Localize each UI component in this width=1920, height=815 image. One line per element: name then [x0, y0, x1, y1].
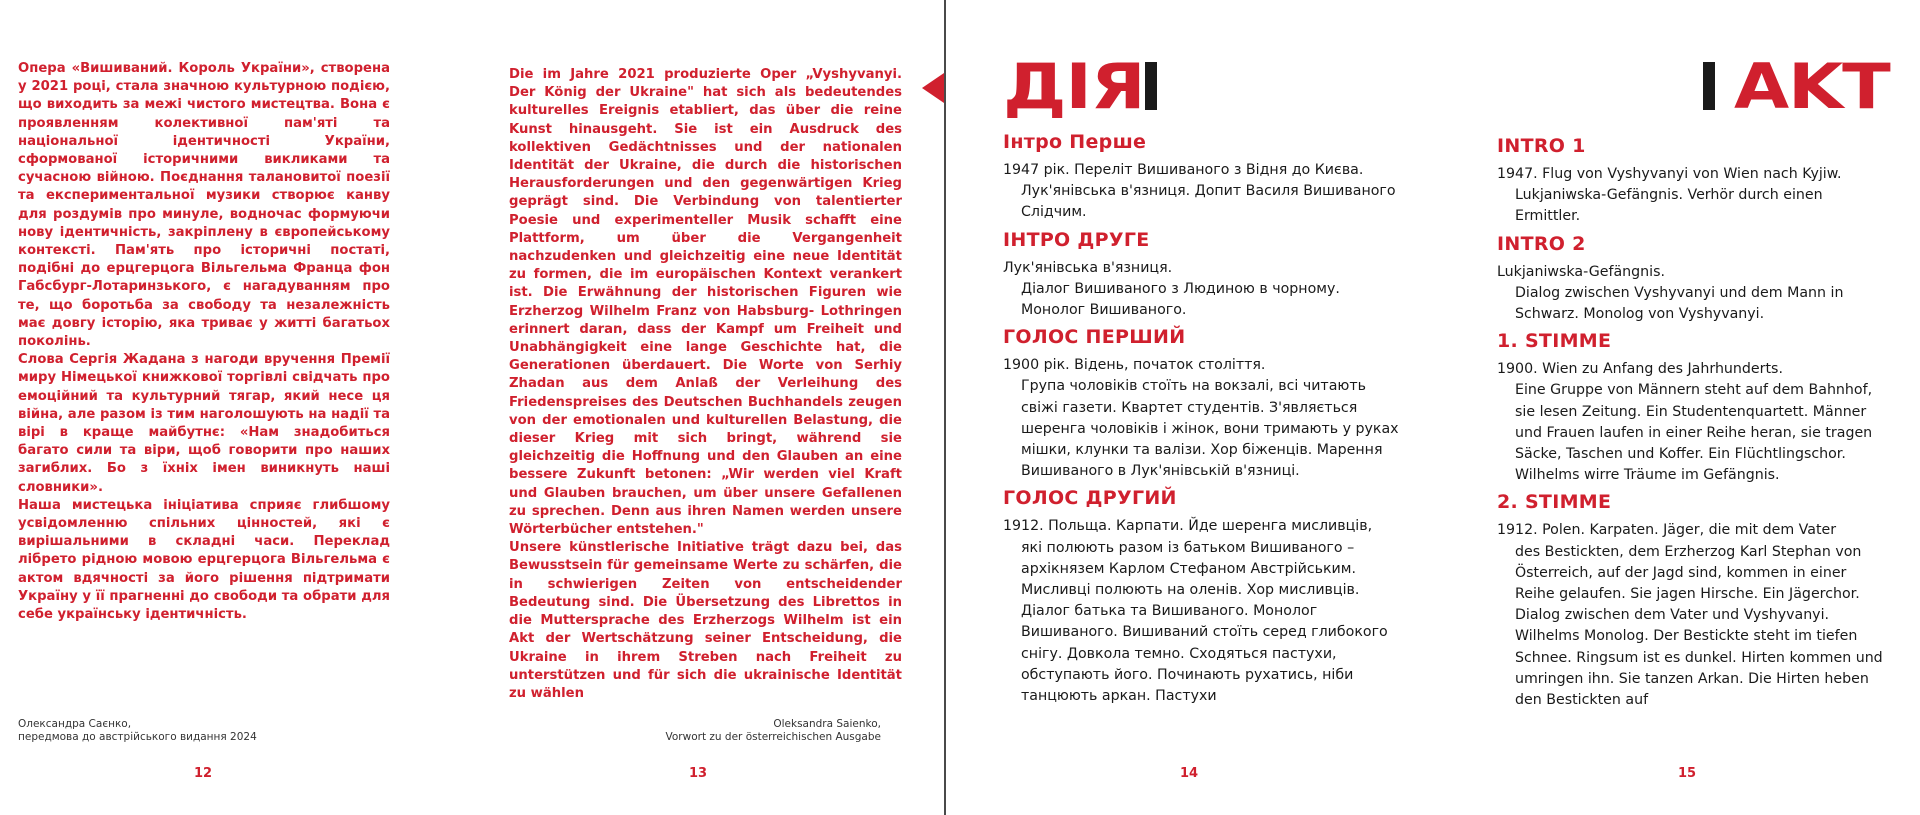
section-text: Лук'янівська в'язниця. Допит Василя Вишиваного Слідчим.	[1021, 183, 1396, 221]
black-bar	[1703, 62, 1715, 110]
section-lead: Лук'янівська в'язниця.	[1003, 259, 1173, 276]
section-lead: 1900 рік. Відень, початок століття.	[1003, 357, 1266, 374]
section-heading: ГОЛОС ПЕРШИЙ	[1003, 326, 1186, 349]
section-body	[1003, 258, 1403, 322]
section-body	[1497, 359, 1887, 486]
signature-source: передмова до австрійського видання 2024	[18, 731, 257, 743]
page-number: 15	[1678, 766, 1697, 781]
foreword-german	[509, 66, 902, 703]
signature	[666, 718, 881, 744]
section-heading: INTRO 1	[1497, 135, 1586, 157]
section-text: Група чоловіків стоїть на вокзалі, всі читають свіжі газети. Квартет студентів. З'являється шеренга чоловіків і жінок, вони тримають у руках мішки, клунки та валізи. Хор біженців. Марення Вишиваного в Лук'янівській в'язниці.	[1021, 378, 1399, 480]
page-12	[0, 0, 490, 815]
section-heading: 2. STIMME	[1497, 491, 1612, 514]
signature-name: Олександра Саєнко,	[18, 718, 132, 730]
black-bar	[1145, 62, 1157, 110]
section	[1003, 130, 1403, 224]
section	[1497, 490, 1887, 711]
section	[1003, 228, 1403, 322]
section-text: які полюють разом із батьком Вишиваного – архікнязем Карлом Стефаном Австрійським. Мисливці полюють на оленів. Хор мисливців. Діалог батька та Вишиваного. Монолог Вишиваного. Вишиваний стоїть серед глибокого снігу. Довкола темно. Сходяться пастухи, обступають його. Починають рухатись, ніби танцюють аркан. Пастухи	[1021, 539, 1388, 705]
section-body	[1003, 516, 1403, 707]
paragraph: Наша мистецька ініціатива сприяє глибшому усвідомленню спільних цінностей, які є вирішальними в складні часи. Переклад лібрето рідною мовою ерцгерцога Вільгельма є актом вдячності за його рішення підтримати Україну у її прагненні до свободи та обрати для себе українську ідентичність.	[18, 497, 390, 623]
section-lead: 1900. Wien zu Anfang des Jahrhunderts.	[1497, 361, 1783, 378]
section-body	[1497, 520, 1887, 711]
section	[1497, 329, 1887, 486]
libretto-german	[1497, 134, 1887, 715]
section-lead: Lukjaniwska-Gefängnis.	[1497, 263, 1665, 280]
paragraph: Die im Jahre 2021 produzierte Oper „Vyshyvanyi. Der König der Ukraine" hat sich als bedeutendes kulturelles Ereignis etabliert, das über die reine Kunst hinausgeht. Sie ist ein Ausdruck des kollektiven Gedächtnisses und der nationalen Identität der Ukraine, die durch die historischen Herausforderungen und den gegenwärtigen Krieg geprägt sind. Die Verbindung von talentierter Poesie und experimenteller Musik schafft eine Plattform, um über die Vergangenheit nachzudenken und gleichzeitig eine neue Identität zu formen, die im europäischen Kontext verankert ist. Die Erwähnung der historischen Figuren wie Erzherzog Wilhelm Franz von Habsburg- Lothringen erinnert daran, dass der Kampf um Freiheit und Unabhängigkeit eine lange Geschichte hat, die Generationen überdauert. Die Worte von Serhiy Zhadan aus dem Anlaß der Verleihung des Friedenspreises des Deutschen Buchhandels zeugen von der emotionalen und kulturellen Belastung, die dieser Krieg mit sich bringt, während sie gleichzeitig die Hoffnung und den Glauben an eine bessere Zukunft betonen: „Wir werden viel Kraft und Glauben brauchen, um über unsere Gefallenen zu sprechen. Denn aus ihren Namen werden unsere Wörterbücher entstehen."	[509, 67, 902, 538]
signature-name: Oleksandra Saienko,	[773, 718, 881, 730]
paragraph: Unsere künstlerische Initiative trägt dazu bei, das Bewusstsein für gemeinsame Werte zu schärfen, die in schwierigen Zeiten von entscheidender Bedeutung sind. Die Übersetzung des Librettos in die Muttersprache des Erzherzogs Wilhelm ist ein Akt der Wertschätzung seiner Entscheidung, die Ukraine in ihrem Streben nach Freiheit zu unterstützen und für sich die ukrainische Identität zu wählen	[509, 540, 902, 701]
foreword-ukrainian	[18, 60, 390, 624]
section-heading: 1. STIMME	[1497, 330, 1612, 353]
act-title: ДІЯ	[1003, 50, 1145, 123]
paragraph: Слова Сергія Жадана з нагоди вручення Премії миру Німецької книжкової торгівлі свідчать про емоційний та культурний тягар, який несе ця війна, але разом із тим наголошують на надії та вірі в краще майбутнє: «Нам знадобиться багато сили та віри, щоб говорити про наших загиблих. Бо з їхніх імен виникнуть наші словники».	[18, 352, 390, 495]
section	[1497, 134, 1887, 228]
section-text: Діалог Вишиваного з Людиною в чорному. Монолог Вишиваного.	[1021, 280, 1340, 319]
section-body	[1003, 160, 1403, 224]
section	[1497, 232, 1887, 326]
page-14	[945, 0, 1440, 815]
section-text: Lukjaniwska-Gefängnis. Verhör durch einen Ermittler.	[1515, 187, 1823, 225]
section-heading: ГОЛОС ДРУГИЙ	[1003, 487, 1177, 510]
section-lead: 1947. Flug von Vyshyvanyi von Wien nach Kyjiw.	[1497, 166, 1842, 182]
libretto-ukrainian	[1003, 130, 1403, 711]
red-triangle-marker	[922, 73, 944, 103]
act-title: AKT	[1734, 50, 1890, 123]
section	[1003, 486, 1403, 707]
section-text: Eine Gruppe von Männern steht auf dem Bahnhof, sie lesen Zeitung. Ein Studentenquartett. Männer und Frauen laufen in einer Reihe heran, sie tragen Säcke, Taschen und Koffer. Ein Flüchtlingschor. Wilhelms wirre Träume im Gefängnis.	[1515, 382, 1873, 484]
page-number: 12	[194, 766, 213, 781]
page-15	[1440, 0, 1920, 815]
section	[1003, 325, 1403, 482]
section-lead: 1912. Польща. Карпати. Йде шеренга мисливців,	[1003, 518, 1373, 535]
signature	[18, 718, 257, 744]
section-heading: INTRO 2	[1497, 232, 1586, 255]
section-lead: 1912. Polen. Karpaten. Jäger, die mit dem Vater	[1497, 522, 1837, 539]
paragraph: Опера «Вишиваний. Король України», створена у 2021 році, стала значною культурною подією, що виходить за межі чистого мистецтва. Вона є проявленням колективної пам'яті та національної ідентичності України, сформованої історичними викликами та сучасною війною. Поєднання талановитої поезії та експериментальної музики створює канву для роздумів про минуле, водночас формуючи нову ідентичність, закріплену в європейському контексті. Пам'ять про історичні постаті, подібні до ерцгерцога Вільгельма Франца фон Габсбург-Лотаринзького, є нагадуванням про те, що боротьба за свободу та незалежність має довгу історію, яка триває у житті багатьох поколінь.	[18, 61, 390, 350]
page-13	[490, 0, 945, 815]
section-body	[1003, 355, 1403, 482]
section-body	[1497, 262, 1887, 326]
section-lead: 1947 рік. Переліт Вишиваного з Відня до Києва.	[1003, 162, 1364, 178]
section-body	[1497, 164, 1887, 228]
section-text: des Bestickten, dem Erzherzog Karl Stephan von Österreich, auf der Jagd sind, kommen in einer Reihe gelaufen. Sie jagen Hirsche. Ein Jägerchor. Dialog zwischen dem Vater und Vyshyvanyi. Wilhelms Monolog. Der Bestickte steht im tiefen Schnee. Ringsum ist es dunkel. Hirten kommen und umringen ihn. Sie tanzen Arkan. Die Hirten heben den Bestickten auf	[1515, 543, 1883, 709]
page-number: 14	[1180, 766, 1199, 781]
page-number: 13	[689, 766, 708, 781]
signature-source: Vorwort zu der österreichischen Ausgabe	[665, 731, 881, 743]
section-heading: ІНТРО ДРУГЕ	[1003, 228, 1150, 251]
section-text: Dialog zwischen Vyshyvanyi und dem Mann in Schwarz. Monolog von Vyshyvanyi.	[1515, 284, 1844, 323]
section-heading: Інтро Перше	[1003, 131, 1147, 153]
